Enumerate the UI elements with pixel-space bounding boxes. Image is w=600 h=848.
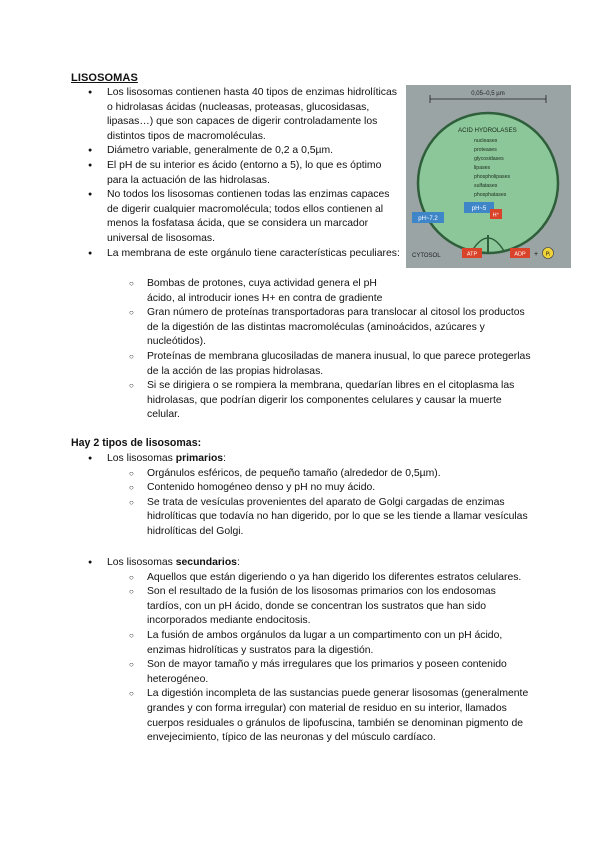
list-item: ○ Gran número de proteínas transportadoras para translocar al citosol los productos de la digestión de las distintas macromoléculas (aminoácidos, azúcares y nucleótidos). (71, 306, 531, 350)
intro-section (71, 86, 401, 261)
list-item: ○ Son el resultado de la fusión de los lisosomas primarios con los endosomas tardíos, con un pH ácido, donde se concentran los sustratos que han sido incorporados mediante endocitosis. (71, 585, 531, 629)
list-item: ○ La fusión de ambos orgánulos da lugar a un compartimento con un pH ácido, enzimas hidrolíticas y sustratos para la digestión. (71, 629, 531, 658)
enzymes-title: ACID HYDROLASES (458, 127, 517, 134)
adp-label: ADP (514, 251, 526, 258)
list-item: ● El pH de su interior es ácido (entorno a 5), lo que es óptimo para la actuación de las hidrolasas. (71, 159, 401, 188)
enzyme-label: proteases (474, 147, 497, 153)
list-item: ○ Bombas de protones, cuya actividad genera el pH ácido, al introducir iones H+ en contra de gradiente (71, 277, 531, 306)
list-item: ○ Si se dirigiera o se rompiera la membrana, quedarían libres en el citoplasma las hidrolasas, que podrían digerir los componentes celulares y causar la muerte celular. (71, 379, 531, 423)
size-label: 0,05–0,5 µm (471, 91, 505, 97)
primary-label: ● Los lisosomas primarios: (71, 452, 531, 467)
list-item: ● Diámetro variable, generalmente de 0,2 a 0,5µm. (71, 144, 401, 159)
membrane-list (71, 277, 531, 423)
list-item: ○ Proteínas de membrana glucosiladas de manera inusual, lo que parece protegerlas de la acción de las propias hidrolasas. (71, 350, 531, 379)
enzyme-label: lipases (474, 165, 491, 171)
enzyme-label: nucleases (474, 138, 498, 144)
list-item: ○ Son de mayor tamaño y más irregulares que los primarios y poseen contenido heterogéneo. (71, 658, 531, 687)
list-item: ○ Aquellos que están digeriendo o ya han digerido los diferentes estratos celulares. (71, 571, 531, 586)
h-plus-label: H⁺ (492, 212, 500, 219)
plus-sign: + (533, 251, 539, 258)
lysosome-diagram (406, 85, 571, 268)
list-item: ○ Contenido homogéneo denso y pH no muy ácido. (71, 481, 531, 496)
enzyme-label: phosphatases (474, 192, 507, 198)
pi-label: Pᵢ (545, 251, 551, 258)
secondary-section (71, 556, 531, 746)
cytosol-label: CYTOSOL (412, 253, 441, 259)
ph-inside-label: pH~5 (471, 206, 487, 212)
list-item: ○ La digestión incompleta de las sustancias puede generar lisosomas (generalmente grandes y con forma irregular) con material de residuo en su interior, llamados cuerpos residuales o gránulos de lipofuscina, también se denominan pigmento de envejecimiento, típico de las neuronas y del músculo cardíaco. (71, 687, 531, 745)
atp-label: ATP (466, 251, 478, 258)
primary-section (71, 452, 531, 540)
list-item: ● No todos los lisosomas contienen todas las enzimas capaces de digerir cualquier macromolécula; todos ellos contienen al menos la fosfatasa ácida, que se considera un marcador universal de lisosomas. (71, 188, 401, 246)
enzyme-label: sulfatases (474, 183, 498, 189)
lysosome-figure (406, 85, 571, 268)
page-title: LISOSOMAS (71, 72, 138, 84)
list-item: ● Los lisosomas contienen hasta 40 tipos de enzimas hidrolíticas o hidrolasas ácidas (nucleasas, proteasas, glucosidasas, lipasas…) que son capaces de digerir controladamente los distintos tipos de macromoléculas. (71, 86, 401, 144)
list-item: ○ Se trata de vesículas provenientes del aparato de Golgi cargadas de enzimas hidrolíticas que todavía no han digerido, por lo que se les tiende a llamar vesículas hidrolíticas del Golgi. (71, 496, 531, 540)
types-heading: Hay 2 tipos de lisosomas: (71, 437, 202, 449)
secondary-label: ● Los lisosomas secundarios: (71, 556, 531, 571)
list-item: ○ Orgánulos esféricos, de pequeño tamaño (alrededor de 0,5µm). (71, 467, 531, 482)
enzyme-label: phospholipases (474, 174, 511, 180)
list-item: ● La membrana de este orgánulo tiene características peculiares: (71, 247, 401, 262)
enzyme-label: glycosidases (474, 156, 504, 162)
ph-outside-label: pH~7.2 (418, 216, 438, 222)
